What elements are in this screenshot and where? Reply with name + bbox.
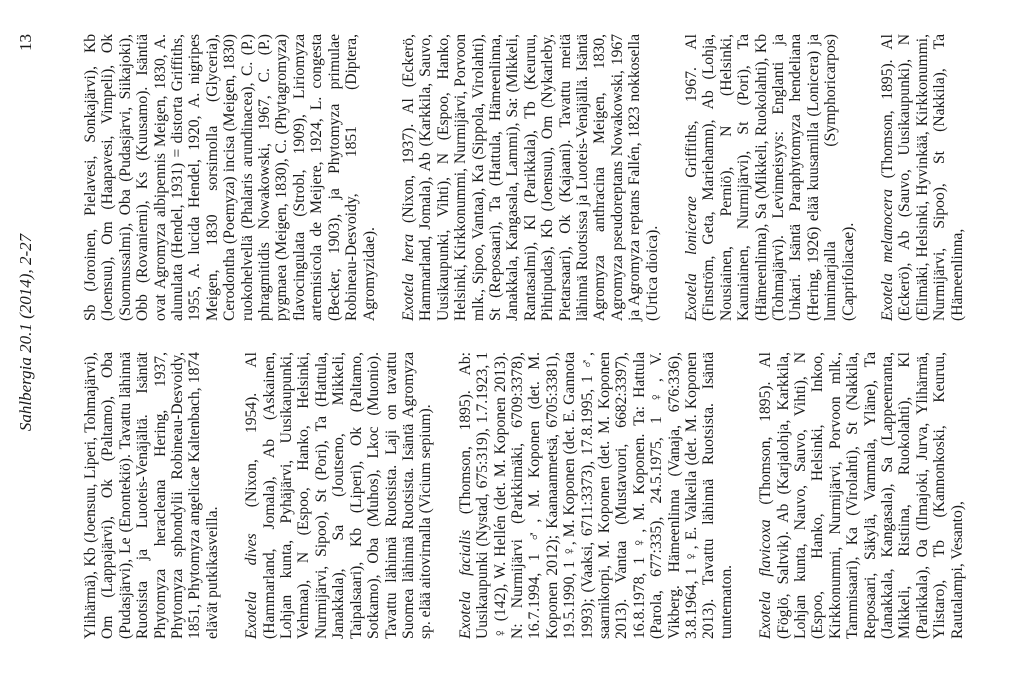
entry-exotela-melanocera bbox=[879, 34, 966, 321]
species-name: Exotela melanocera bbox=[879, 189, 897, 321]
entry-text: (Thomson, 1895). Al (Eckerö), Ab (Sauvo, Uusikaupunki), N (Elimäki, Helsinki, Hyvinkää, Kirkkonummi, Nurmijärvi, Sipoo), St (Nakkila), Ta (Hämeenlinna, bbox=[879, 33, 966, 321]
right-column bbox=[82, 34, 1014, 321]
running-head bbox=[8, 28, 44, 637]
text-columns bbox=[82, 34, 1014, 639]
journal-citation: Sahlbergia 20.1 (2014), 2-27 bbox=[16, 233, 35, 432]
entry-exotela-dives bbox=[243, 352, 434, 639]
entry-exotela-hera bbox=[400, 34, 661, 321]
right-continuation-paragraph: Sb (Joroinen, Pielavesi, Sonkajärvi), Kb (Joensuu), Om (Haapavesi, Vimpeli), Ok (Suomussalmi), Oba (Pudasjärvi, Siikajoki), Obb (Rovaniemi), Ks (Kuusamo). Isäntiä ovat Agromyza albipennis Meigen, 1830, A. alunulata (Hendel, 1931) = distorta Griffiths, 1955, A. lucida Hendel, 1920, A. nigripes Meigen, 1830 sorsimolla (Glyceria), Cerodontha (Poemyza) incisa (Meigen, 1830) ruokohelvellä (Phalaris arundinacea), C. (P.) phragmitidis Nowakowski, 1967, C. (P.) pygmaea (Meigen, 1830), C. (Phytagromyza) flavocingulata (Strobl, 1909), Liriomyza artemisicola de Meijere, 1924, L. congesta (Becker, 1903), ja Phytomyza primulae Robineau-Desvoidy, 1851 (Diptera, Agromyzidae). bbox=[82, 34, 378, 321]
entry-exotela-flavicoxa bbox=[757, 352, 966, 639]
entry-exotela-lonicerae bbox=[683, 34, 857, 321]
entry-text: Griffiths, 1967. Al (Finström, Geta, Mariehamn), Ab (Lohja, Nousiainen, Perniö), N (Helsinki, Kauniainen, Nurmijärvi), St (Pori), Ta (Hämeenlinna), Sa (Mikkeli, Ruokolahti), Kb (Tohmajärvi). Levinneisyys: Englanti ja Unkari. Isäntä Paraphytomyza hendeliana (Hering, 1926) elää kuusamilla (Lonicera) ja lumimarjalla (Symphoricarpos) (Caprifoliacae). bbox=[683, 34, 857, 321]
entry-text: (Nixon, 1937). Al (Eckerö, Hammarland, Jomala), Ab (Karkkila, Sauvo, Uusikaupunki, Vihti), N (Espoo, Hanko, Helsinki, Kirkkonummi, Nurmijärvi, Porvoon mlk., Sipoo, Vantaa), Ka (Sippola, Virolahti), St (Reposaari), Ta (Hattula, Hämeenlinna, Janakkala, Kangasala, Lammi), Sa: (Mikkeli, Rantasalmi), Kl (Parikkala), Tb (Keuruu, Pihtipudas), Kb (Joensuu), Om (Nykarleby, Pietarsaari), Ok (Kajaani). Tavattu meitä lähinnä Ruotsissa ja Luoteis-Venäjällä. Isäntä Agromyza anthracina Meigen, 1830, Agromyza pseudoreptans Nowakowski, 1967 ja Agromyza reptans Fallén, 1823 nokkosella (Urtica dioica). bbox=[399, 34, 661, 321]
left-column bbox=[82, 352, 1014, 639]
species-name: Exotela flavicoxa bbox=[757, 519, 775, 639]
entry-text: (Nixon, 1954). Al (Hammarland, Jomala), Ab (Askainen, Lohjan kunta, Pyhäjärvi, Uusikaupunki, Vehmaa), N (Espoo, Hanko, Helsinki, Nurmijärvi, Sipoo), St (Pori), Ta (Hattula, Janakkala), Sa (Joutseno, Mikkeli, Taipalsaari), Kb (Liperi), Ok (Paltamo, Sotkamo), Oba (Muhos), Lkoc (Muonio). Tavattu lähinnä Ruotsista. Laji on tavattu Suomea lähinnä Ruotsista. Isäntä Agromyza sp. elää aitovirnalla (Vicium sepium). bbox=[243, 352, 435, 639]
species-name: Exotela dives bbox=[243, 533, 261, 639]
species-name: Exotela lonicerae bbox=[683, 196, 700, 321]
entry-exotela-facialis bbox=[457, 352, 736, 639]
species-name: Exotela hera bbox=[399, 233, 417, 321]
entry-text: (Thomson, 1895). Ab: Uusikaupunki (Nystad, 675:319), 1.7.1923, 1 ♀ (142), W. Hellén (det. M. Koponen 2013). N: Nurmijärvi (Parkkimäki, 6709:3378), 16.7.1994, 1 ♂, M. Koponen (det. M. Koponen 2012); Kaanaanmetsä, 6705:3381), 19.5.1990, 1 ♀, M. Koponen (det. E. Gannota 1993); (Vaaksi, 6711:3373), 17.8.1995, 1 ♂, saarnikorpi, M. Koponen (det. M. Koponen 2013). Vantaa (Mustavuori, 6682:3397), 16.8.1978, 1 ♀, M. Koponen. Ta: Hattula (Parola, 677:335), 24.5.1975, 1 ♀, V. Vikberg. Hämeenlinna (Vanaja, 676:336), 3.8.1964, 1 ♀, E. Valkeila (det. M. Koponen 2013). Tavattu lähinnä Ruotsista. Isäntä tuntematon. bbox=[456, 352, 735, 639]
entry-text: (Thomson, 1895). Al (Föglö, Saltvik). Ab (Karjalohja, Karkkila, Lohjan kunta, Nauvo, Sauvo, Vihti), N (Espoo, Hanko, Helsinki, Inkoo, Kirkkonummi, Nurmijärvi, Porvoon mlk., Tammisaari), Ka (Virolahti), St (Nakkila, Reposaari, Säkylä, Vammala, Yläne), Ta (Janakkala, Kangasala), Sa (Lappeenranta, Mikkeli, Ristiina, Ruokolahti), Kl (Parikkala), Oa (Ilmajoki, Jurva, Ylihärmä, Ylistaro), Tb (Kannonkoski, Keuruu, Rautalampi, Vesanto), bbox=[757, 352, 966, 639]
species-name: Exotela facialis bbox=[456, 529, 474, 639]
left-continuation-paragraph: Ylihärmä), Kb (Joensuu, Liperi, Tohmajärvi), Om (Lappajärvi), Ok (Paltamo), Oba (Pudasjärvi), Le (Enontekiö). Tavattu lähinnä Ruotsista ja Luoteis-Venäjältä. Isäntät Phytomyza heracleana Hering, 1937, Phytomyza sphondylii Robineau-Desvoidy, 1851, Phytomyza angelicae Kaltenbach, 1874 elävät putkikasveilla. bbox=[82, 352, 221, 639]
page-number: 13 bbox=[16, 34, 35, 51]
